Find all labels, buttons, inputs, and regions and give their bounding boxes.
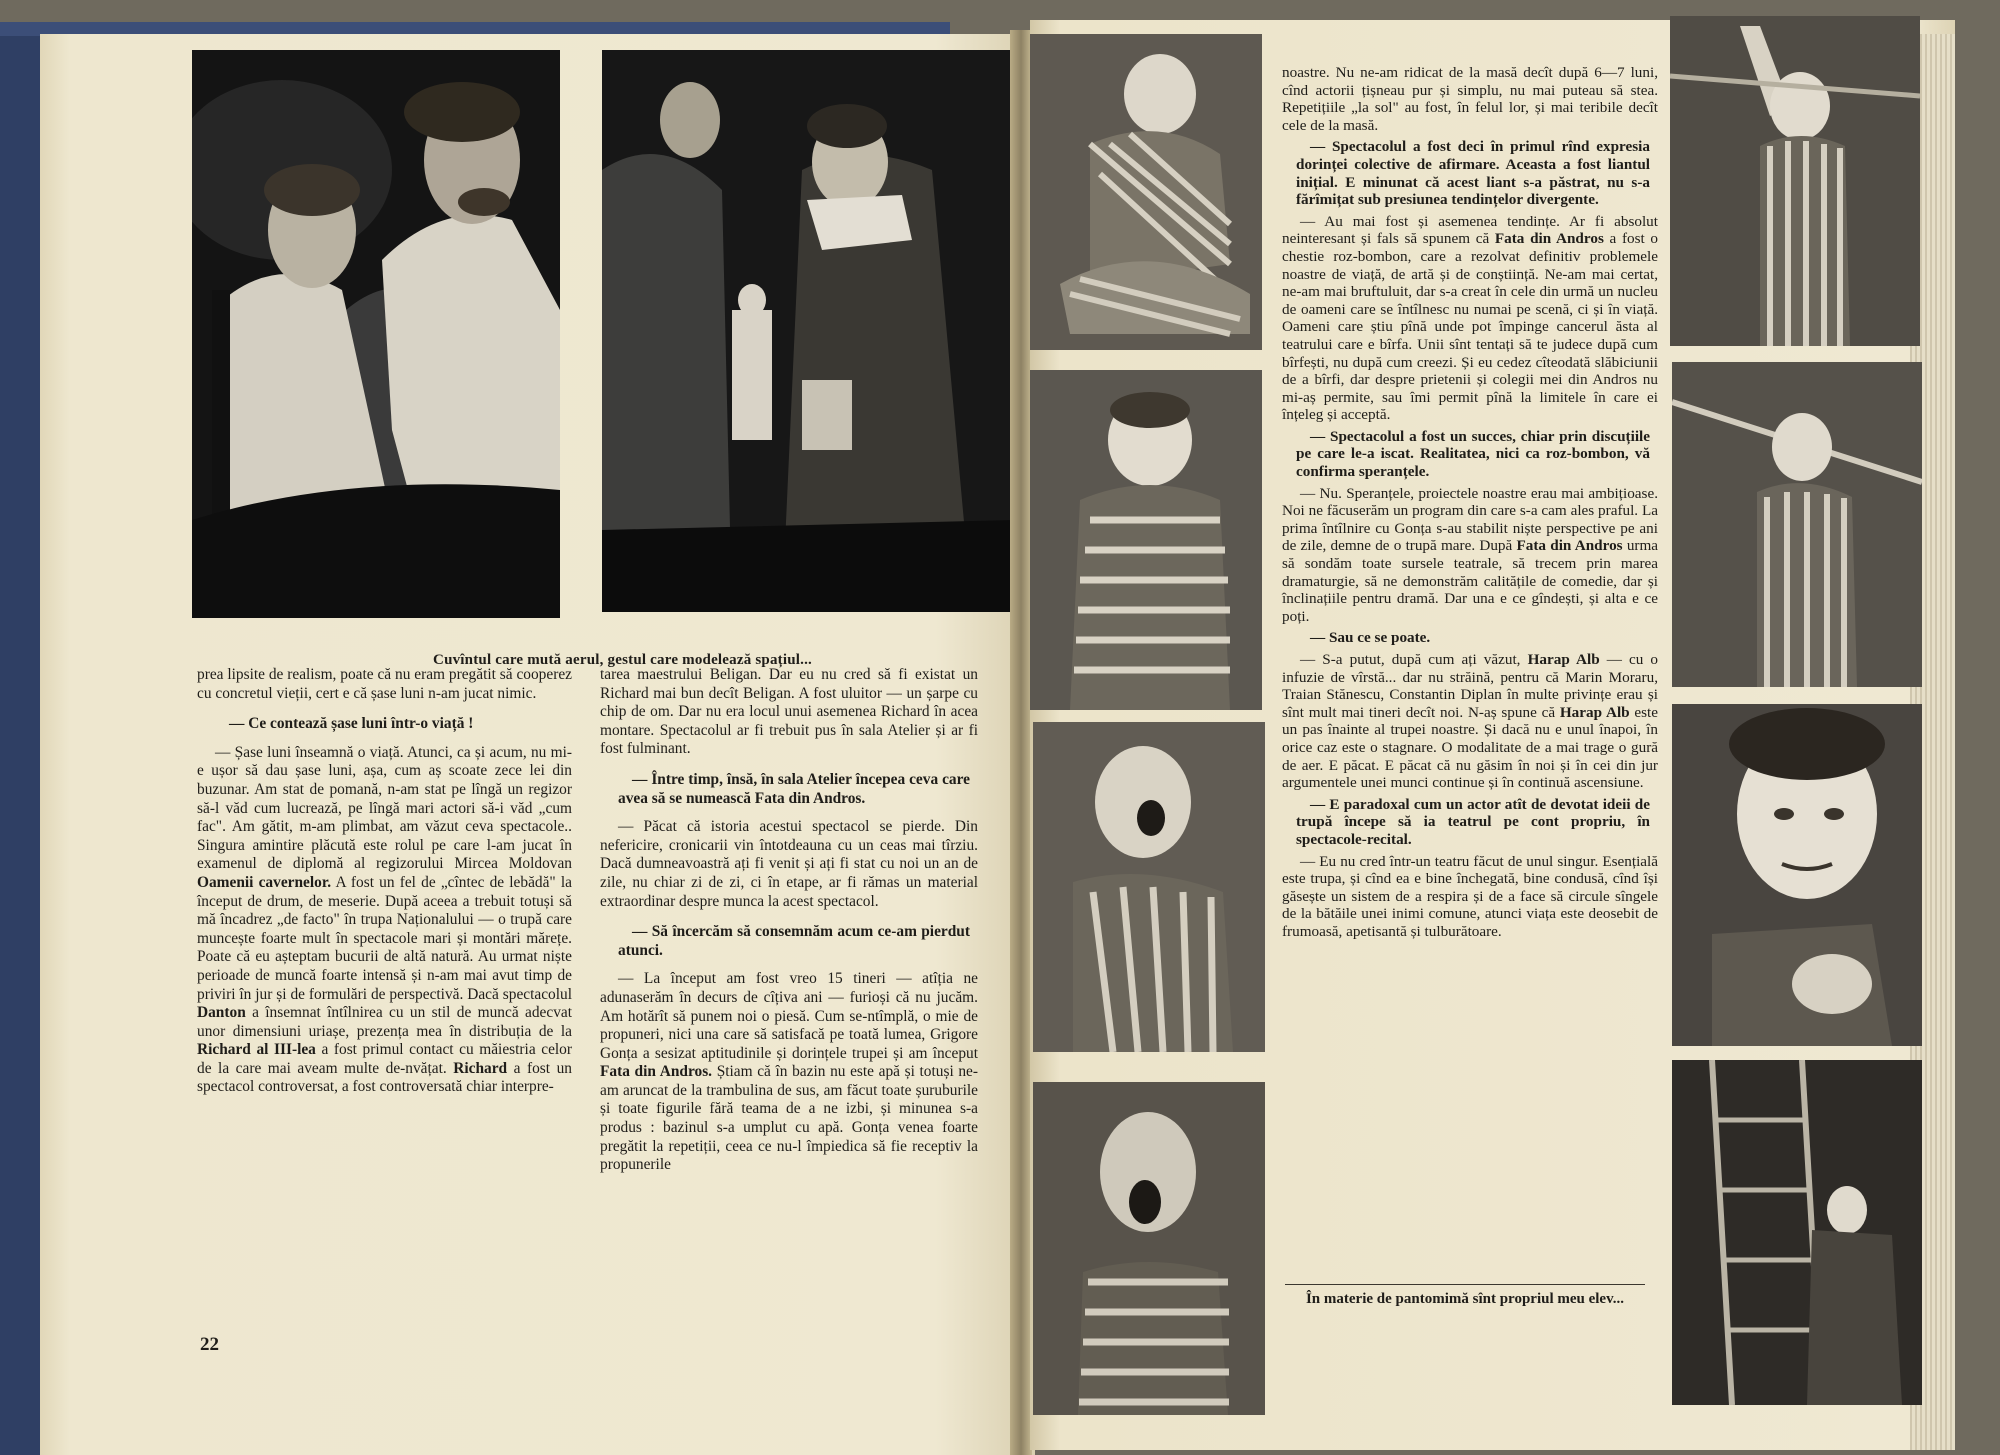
interview-question: — Să încercăm să consemnăm acum ce-am pierdut atunci.: [618, 923, 970, 959]
photo-mime-seated: [1030, 370, 1262, 710]
photo-mime-crouching: [1030, 34, 1262, 350]
interview-question: — Spectacolul a fost deci în primul rînd expresia dorinței colective de afirmare. Aceasta a fost liantul inițial. E minunat că acest liant s-a păstrat, nu s-a fărîmițat sub presiunea tendințelor divergente.: [1296, 138, 1650, 209]
interview-question: — Spectacolul a fost un succes, chiar prin discuțiile pe care le-a iscat. Realitatea, nici ca roz-bombon, vă confirma speranțele.: [1296, 427, 1650, 481]
left-page: [40, 34, 1035, 1455]
photo-mime-portrait: [1672, 704, 1922, 1046]
paragraph: — Păcat că istoria acestui spectacol se pierde. Din nefericire, cronicarii vin întotdeauna cu un ceas mai tîrziu. Dacă dumneavoastră ați fi venit și ați fi stat cu noi un an de zile, nu chiar zi de zi, ci în etape, ar fi rămas un material extraordinar despre munca la acest spectacol.: [600, 818, 978, 910]
divider: [1285, 1284, 1645, 1285]
page-number: 22: [200, 1334, 219, 1355]
pull-quote: În materie de pantomimă sînt propriul meu elev...: [1305, 1291, 1625, 1307]
book-gutter: [1010, 30, 1032, 1455]
photo-mime-ladder: [1672, 1060, 1922, 1405]
paragraph: — Au mai fost și asemenea tendințe. Ar fi absolut neinteresant și fals să spunem că Fata din Andros a fost o chestie roz-bombon, care a rezolvat definitiv problemele noastre de viață, de artă și de conștiință. Ne-am mai certat, ne-am mai bruftuluit, dar s-a creat în cele din urmă un nucleu de oameni care se întîlnesc nu numai pe scenă, ci și în viață. Oameni care știu pînă unde pot împinge cancerul ăsta al teatrului care e bîrfa. Unii sînt tentați să te judece după cum bîrfești, nu după cum creezi. Și eu cedez cîteodată slăbiciunii de a bîrfi, dar despre prietenii și colegii mei din Andros nu mi-aș permite, sau îmi permit pînă la limitele în care ei înțeleg și acceptă.: [1282, 212, 1659, 424]
photo-mime-arm-raised: [1670, 16, 1920, 346]
paragraph: noastre. Nu ne-am ridicat de la masă decît după 6—7 luni, cînd actorii țișneau pur și simplu, nu mai puteau să stea. Repetițiile „la sol" au fost, în felul lor, și mai teribile decît cele de la masă.: [1282, 64, 1658, 134]
photo-two-actors: [192, 50, 560, 618]
photo-stage-scene: [602, 50, 1015, 612]
left-column-2: [600, 666, 978, 1180]
interview-question: — E paradoxal cum un actor atît de devotat ideii de trupă începe să ia teatrul pe cont propriu, în spectacole-recital.: [1296, 795, 1650, 848]
paragraph: — Nu. Speranțele, proiectele noastre erau mai ambițioase. Noi ne făcuserăm un program din care s-a cam ales praful. La prima întîlnire cu Gonța s-au stabilit niște perspective pe ani de zile, demne de o trupă mare. După Fata din Andros urma să sondăm toate sursele teatrale, să trecem prin marea dramaturgie, să ne demonstrăm calitățile de comedie, dar și înclinațiile pentru dramă. Dar una e ce gîndești, și alta e ce poți.: [1282, 484, 1659, 625]
photo-mime-shouting: [1033, 1082, 1265, 1415]
interview-question: — Ce contează șase luni într-o viață !: [229, 715, 474, 733]
left-column-1: [197, 666, 572, 1102]
photo-mime-screaming: [1033, 722, 1265, 1052]
paragraph: prea lipsite de realism, poate că nu eram pregătit să cooperez cu concretul vieții, cert e că șase luni n-am jucat nimic.: [197, 666, 572, 702]
paragraph: — La început am fost vreo 15 tineri — atîția ne adunaserăm în decurs de cîțiva ani — furioși că nu jucăm. Am hotărît să punem noi o piesă. Cum se-ntîmplă, o mie de propuneri, nici una care să satisfacă pe toată lumea, Grigore Gonța a sesizat aptitudinile și dorințele trupei și am început Fata din Andros. Știam că în bazin nu este apă și totuși ne-am aruncat de la trambulina de sus, am făcut toate șuruburile și toate figurile fără teama de a ne izbi, și minunea s-a produs : bazinul s-a umplut cu apă. Gonța venea foarte pregătit la repetiții, ceea ce nu-l împiedica să fie receptiv la propunerile: [600, 970, 979, 1174]
right-text-column: [1282, 64, 1658, 944]
photo-mime-pulling: [1672, 362, 1922, 687]
interview-question: — Între timp, însă, în sala Atelier începea ceva care avea să se numească Fata din Andros.: [618, 770, 970, 807]
paragraph: — S-a putut, după cum ați văzut, Harap Alb — cu o infuzie de vîrstă... dar nu străină, pentru că Marin Moraru, Traian Stănescu, Constantin Diplan în multe privințe erau și sînt mult mai tineri decît noi. N-aș spune că Harap Alb este un pas înainte al trupei noastre. Și dacă nu e unul înapoi, în orice caz este o stagnare. O modalitate de a mai trage o gură de aer. E păcat. E păcat că nu găsim în noi și în cei din jur argumentele unei munci continue și în continuă ascensiune.: [1282, 651, 1659, 792]
paragraph: — Eu nu cred într-un teatru făcut de unul singur. Esențială este trupa, și cînd ea e bine închegată, bine condusă, cînd își găsește un sistem de a respira și de a face să circule sîngele de la bătăile unei inimi comune, atunci viața este deosebit de frumoasă, apetisantă și tulburătoare.: [1282, 852, 1658, 940]
paragraph: tarea maestrului Beligan. Dar eu nu cred să fi existat un Richard mai bun decît Beligan. A fost uluitor — un șarpe cu chip de om. Dar nu era locul unui asemenea Richard în acea montare. Spectacolul ar fi trebuit pus în sala Atelier și ar fi fost fulminant.: [600, 666, 978, 758]
paragraph: — Șase luni înseamnă o viață. Atunci, ca și acum, nu mi-e ușor să dau șase luni, așa, cum aș scoate zece lei din buzunar. Am stat de pomană, n-am stat pe lîngă un regizor să-l văd cum lucrează, pe lîngă mari actori să-i văd „cum fac". Am gătit, m-am plimbat, am văzut ceva spectacole.. Singura amintire plăcută este rolul pe care l-am jucat în examenul de diplomă al regizorului Mircea Moldovan Oamenii cavernelor. A fost un fel de „cîntec de lebădă" la început de drum, de meserie. După aceea a trebuit totuși să mă încadrez „de facto" în trupa Naționalului — o trupă care muncește foarte mult în spectacole mari și montări mărețe. Poate că eu așteptam bucurii de altă natură. Au urmat niște perioade de muncă foarte intensă și n-am mai avut timp de priviri în jur și de formulări de perspectivă. Dacă spectacolul Danton a însemnat întîlnirea cu un stil de muncă adecvat unor dimensiuni uriașe, prezența mea în distribuția de la Richard al III-lea a fost primul contact cu măiestria celor de la care mai aveam multe de-nvățat. Richard a fost un spectacol controversat, a fost controversată chiar interpre-: [197, 743, 572, 1096]
photo-caption: Cuvîntul care mută aerul, gestul care modelează spațiul...: [433, 652, 812, 668]
interview-question: — Sau ce se poate.: [1310, 629, 1431, 647]
